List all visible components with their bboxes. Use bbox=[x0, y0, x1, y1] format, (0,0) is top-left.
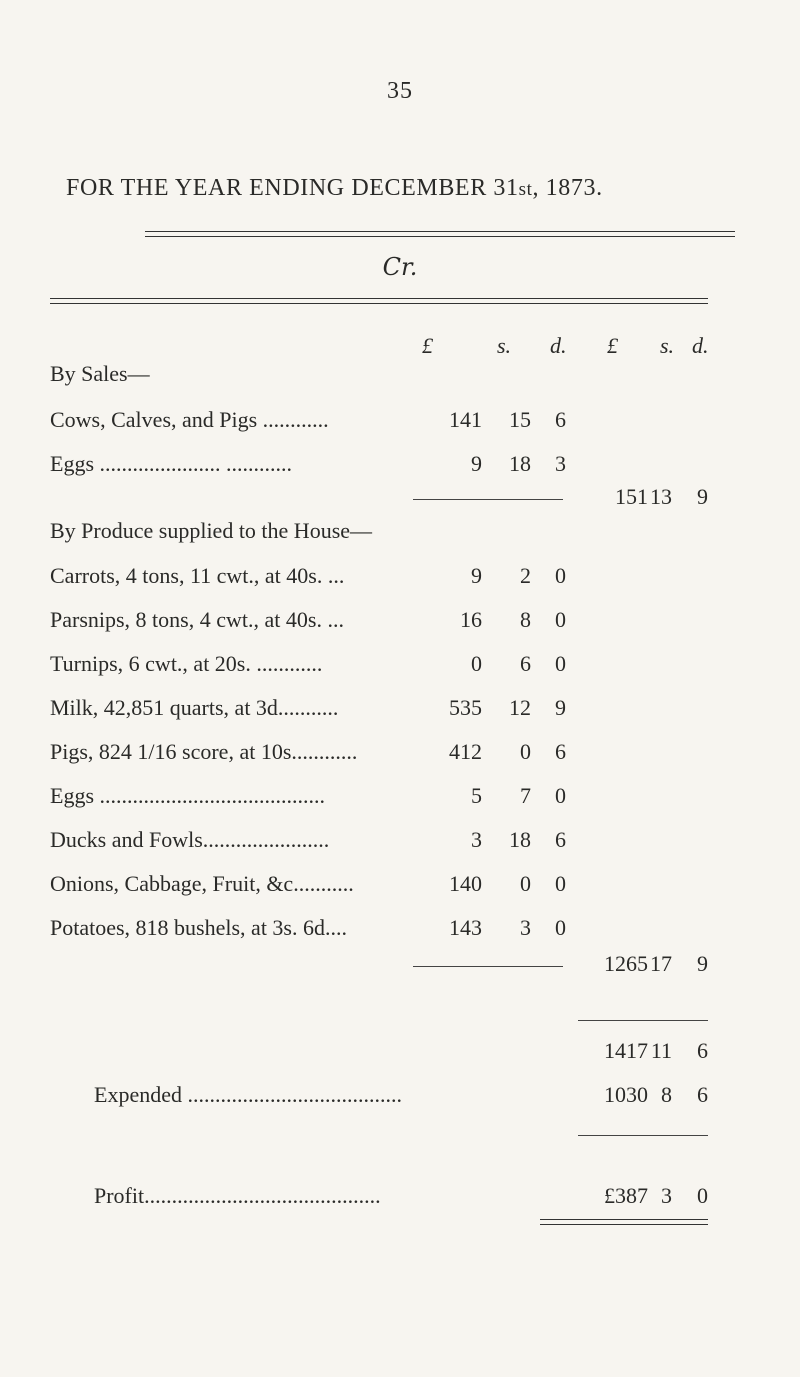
ledger-pence: 0 bbox=[555, 783, 566, 808]
top-rule-2 bbox=[145, 236, 735, 237]
ledger-shillings: 18 bbox=[509, 827, 531, 852]
ledger-pounds: 9 bbox=[471, 563, 482, 588]
ledger-pounds: 3 bbox=[471, 827, 482, 852]
expended-pence: 6 bbox=[697, 1082, 708, 1107]
header-rule-1 bbox=[50, 298, 708, 299]
profit-pence: 0 bbox=[697, 1183, 708, 1208]
total-pence: 9 bbox=[697, 484, 708, 509]
ledger-pounds: 9 bbox=[471, 451, 482, 476]
ledger-pounds: 0 bbox=[471, 651, 482, 676]
ledger-shillings: 2 bbox=[520, 563, 531, 588]
top-rule-1 bbox=[145, 231, 735, 232]
subtotal-rule bbox=[413, 966, 563, 967]
ledger-row-label: Ducks and Fowls....................... bbox=[50, 827, 330, 852]
page-title bbox=[66, 175, 603, 202]
total-pounds: 1265 bbox=[604, 951, 648, 976]
section-title-produce: By Produce supplied to the House— bbox=[50, 518, 373, 543]
ledger-row-label: Onions, Cabbage, Fruit, &c........... bbox=[50, 871, 354, 896]
title-year: , 1873. bbox=[532, 175, 603, 201]
ledger-pence: 6 bbox=[555, 827, 566, 852]
title-suffix: st bbox=[518, 179, 533, 200]
ledger-shillings: 18 bbox=[509, 451, 531, 476]
ledger-pence: 6 bbox=[555, 739, 566, 764]
col-pence-2: d. bbox=[692, 333, 709, 358]
col-pounds-1: £ bbox=[422, 333, 433, 358]
ledger-pounds: 412 bbox=[449, 739, 482, 764]
ledger-row-label: Parsnips, 8 tons, 4 cwt., at 40s. ... bbox=[50, 607, 344, 632]
profit-pounds: £387 bbox=[604, 1183, 648, 1208]
ledger-shillings: 6 bbox=[520, 651, 531, 676]
total-shillings: 13 bbox=[650, 484, 672, 509]
title-main: FOR THE YEAR ENDING DECEMBER 31 bbox=[66, 175, 519, 201]
ledger-pence: 0 bbox=[555, 651, 566, 676]
difference-rule bbox=[578, 1135, 708, 1136]
ledger-pence: 0 bbox=[555, 607, 566, 632]
ledger-row-label: Eggs ......................................... bbox=[50, 783, 325, 808]
ledger-pounds: 143 bbox=[449, 915, 482, 940]
ledger-row-label: Cows, Calves, and Pigs ............ bbox=[50, 407, 329, 432]
ledger-row-label: Pigs, 824 1/16 score, at 10s............ bbox=[50, 739, 358, 764]
final-double-rule bbox=[540, 1219, 708, 1225]
total-shillings: 17 bbox=[650, 951, 672, 976]
ledger-pence: 0 bbox=[555, 871, 566, 896]
col-shillings-1: s. bbox=[497, 333, 512, 358]
grand-total-pounds: 1417 bbox=[604, 1038, 648, 1063]
grand-total-pence: 6 bbox=[697, 1038, 708, 1063]
ledger-row-label: Eggs ...................... ............ bbox=[50, 451, 292, 476]
ledger-row-label: Carrots, 4 tons, 11 cwt., at 40s. ... bbox=[50, 563, 345, 588]
ledger-row-label: Potatoes, 818 bushels, at 3s. 6d.... bbox=[50, 915, 347, 940]
ledger-shillings: 8 bbox=[520, 607, 531, 632]
ledger-shillings: 3 bbox=[520, 915, 531, 940]
expended-shillings: 8 bbox=[661, 1082, 672, 1107]
col-pence-1: d. bbox=[550, 333, 567, 358]
ledger-shillings: 12 bbox=[509, 695, 531, 720]
section-title-sales: By Sales— bbox=[50, 361, 150, 386]
ledger-pounds: 141 bbox=[449, 407, 482, 432]
total-pounds: 151 bbox=[615, 484, 648, 509]
ledger-shillings: 7 bbox=[520, 783, 531, 808]
ledger-shillings: 15 bbox=[509, 407, 531, 432]
page-number: 35 bbox=[387, 78, 413, 104]
ledger-row-label: Turnips, 6 cwt., at 20s. ............ bbox=[50, 651, 323, 676]
col-pounds-2: £ bbox=[607, 333, 618, 358]
ledger-pounds: 535 bbox=[449, 695, 482, 720]
col-shillings-2: s. bbox=[660, 333, 675, 358]
expended-pounds: 1030 bbox=[604, 1082, 648, 1107]
ledger-pence: 0 bbox=[555, 915, 566, 940]
sum-rule bbox=[578, 1020, 708, 1021]
ledger-pence: 6 bbox=[555, 407, 566, 432]
ledger-pounds: 5 bbox=[471, 783, 482, 808]
ledger-pounds: 16 bbox=[460, 607, 482, 632]
ledger-pence: 9 bbox=[555, 695, 566, 720]
ledger-shillings: 0 bbox=[520, 871, 531, 896]
grand-total-shillings: 11 bbox=[650, 1038, 672, 1063]
total-pence: 9 bbox=[697, 951, 708, 976]
ledger-pence: 3 bbox=[555, 451, 566, 476]
credit-label: Cr. bbox=[382, 253, 418, 281]
ledger-row-label: Milk, 42,851 quarts, at 3d........... bbox=[50, 695, 339, 720]
profit-label: Profit........................................... bbox=[94, 1183, 381, 1208]
ledger-pounds: 140 bbox=[449, 871, 482, 896]
ledger-shillings: 0 bbox=[520, 739, 531, 764]
header-rule-2 bbox=[50, 303, 708, 304]
expended-label: Expended ....................................... bbox=[94, 1082, 402, 1107]
profit-shillings: 3 bbox=[661, 1183, 672, 1208]
subtotal-rule bbox=[413, 499, 563, 500]
ledger-pence: 0 bbox=[555, 563, 566, 588]
